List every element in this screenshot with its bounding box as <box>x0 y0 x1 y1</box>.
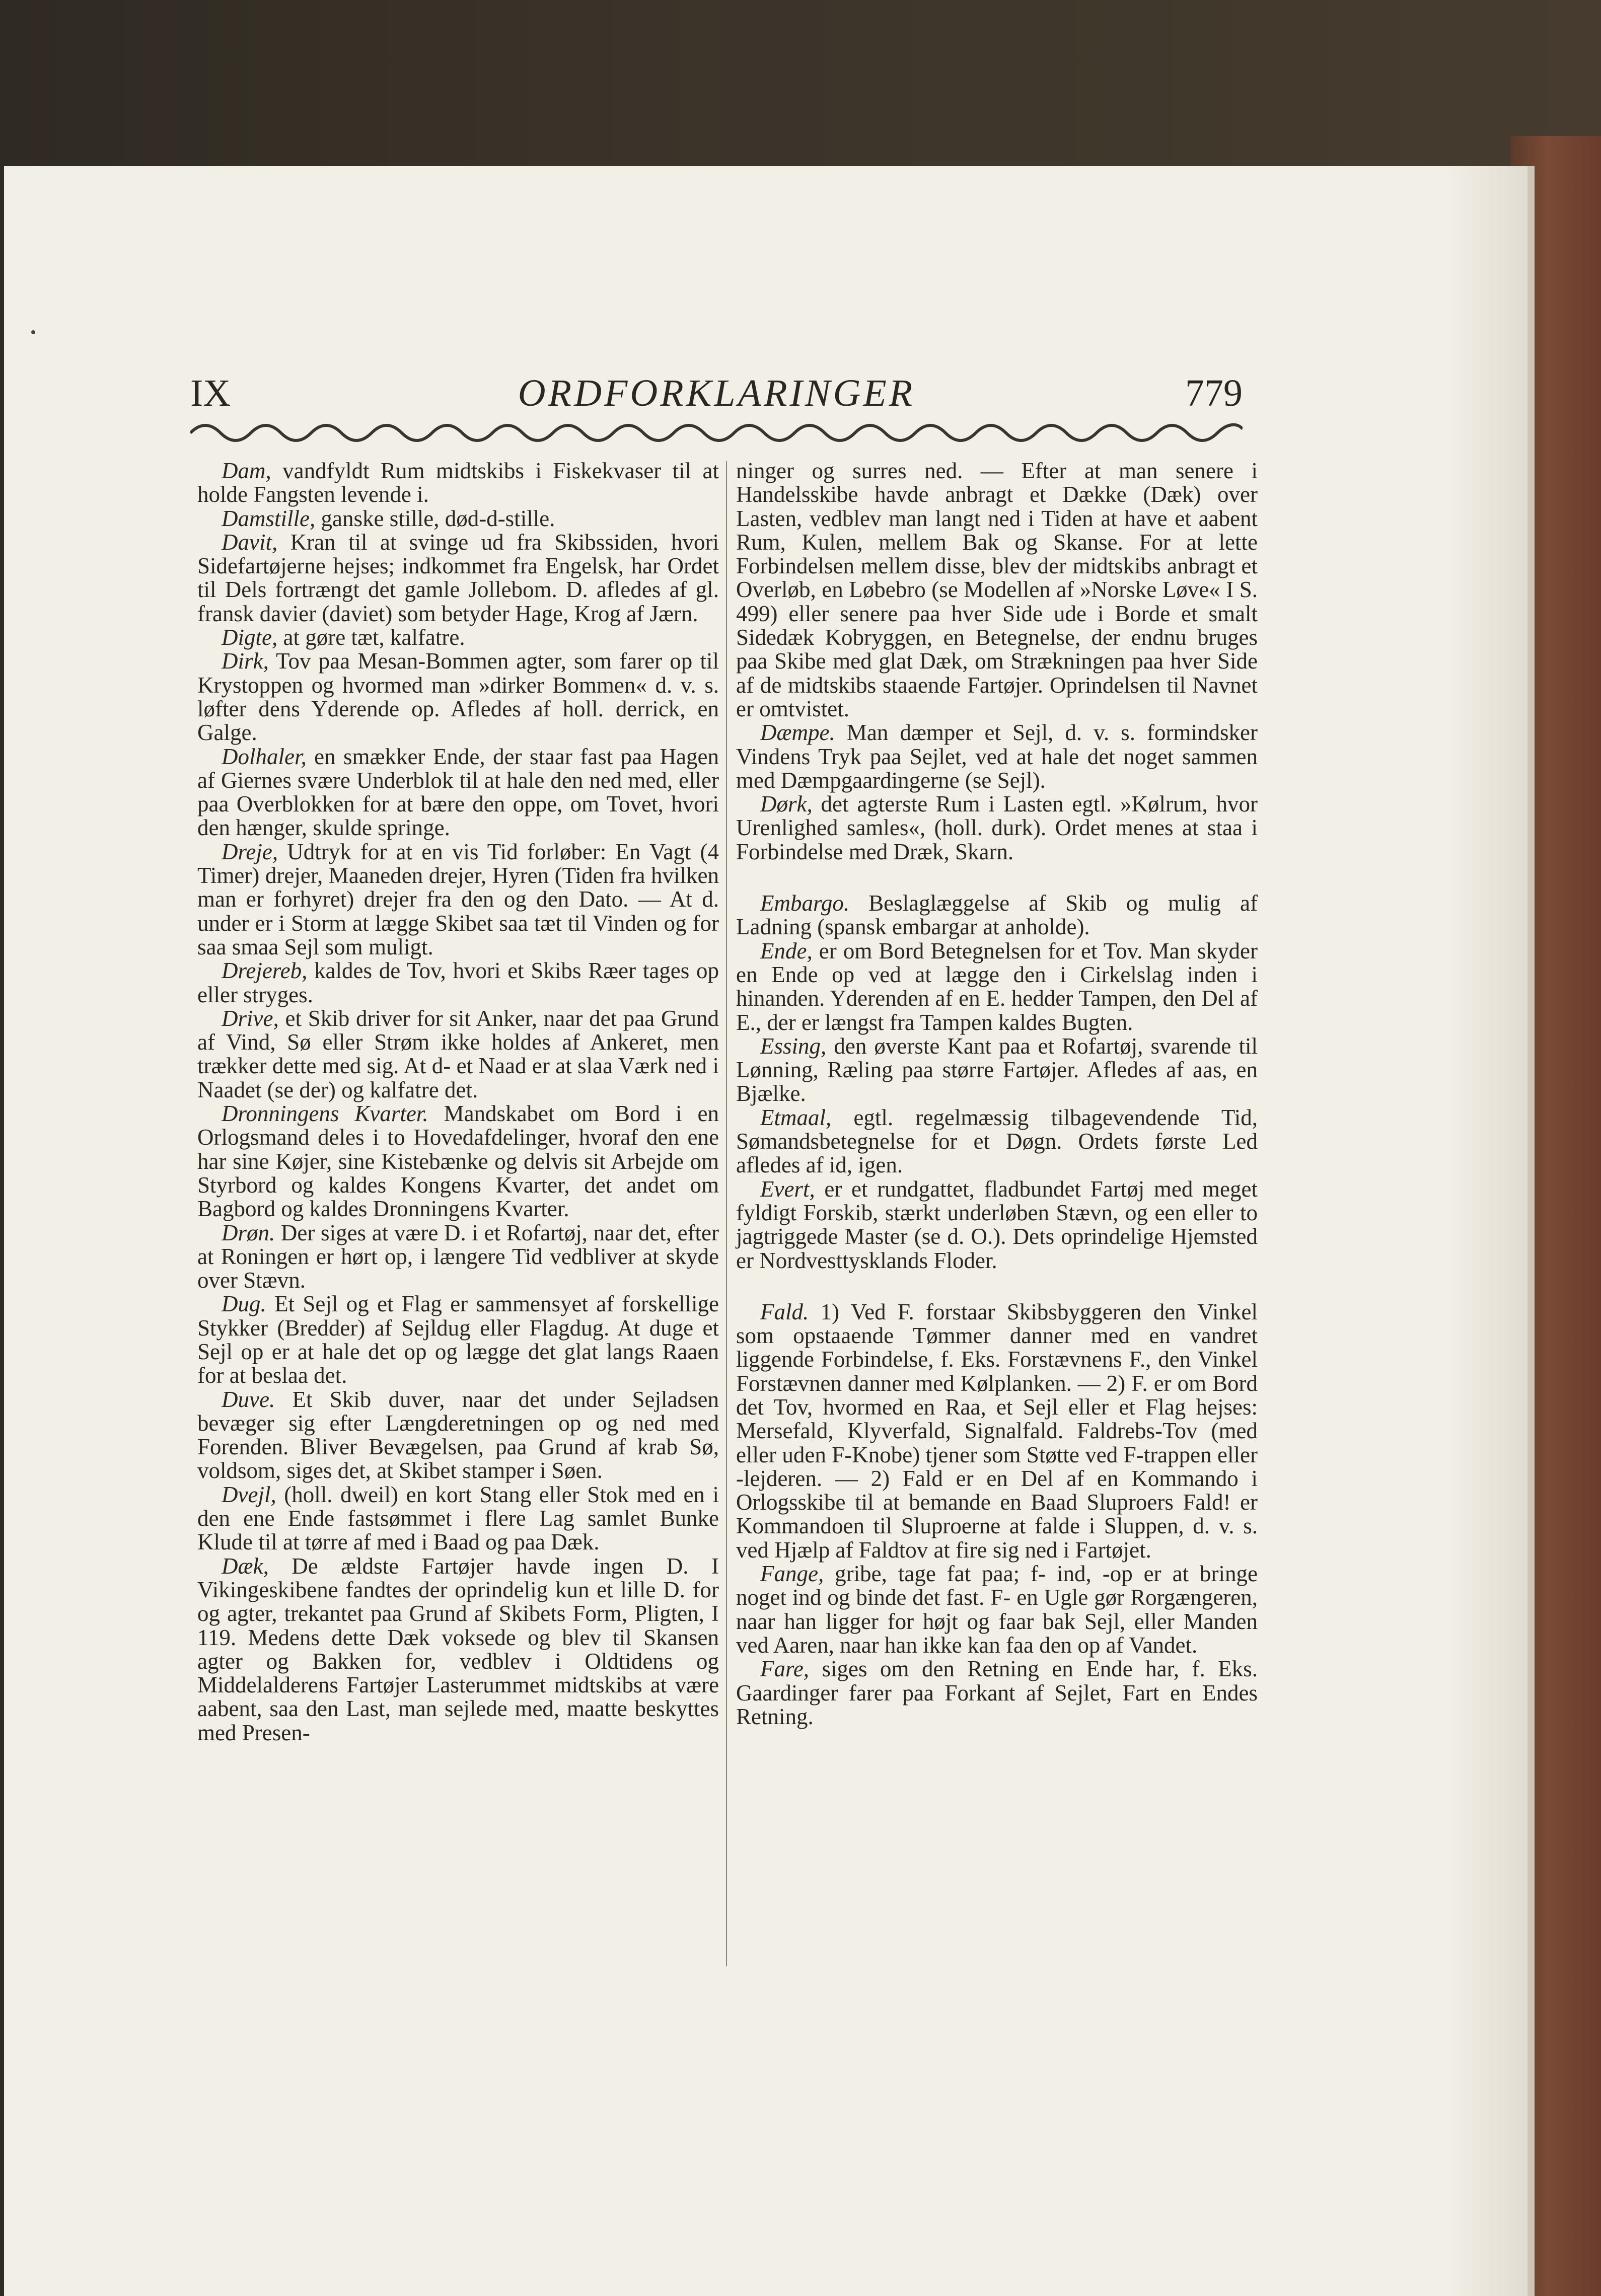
glossary-entry <box>197 840 719 959</box>
glossary-entry <box>197 1483 719 1554</box>
headword: Essing, <box>760 1033 827 1059</box>
glossary-entry <box>197 1221 719 1293</box>
glossary-entry <box>197 1102 719 1221</box>
column-divider <box>726 461 727 1966</box>
definition-text: Man dæmper et Sejl, d. v. s. formindsker Vindens Tryk paa Sejlet, ved at hale det noget sammen med Dæmpgaardingerne (se Sejl). <box>736 720 1258 793</box>
chapter-number: IX <box>190 372 231 414</box>
glossary-entry <box>197 1388 719 1483</box>
speck <box>31 330 35 334</box>
definition-text: ninger og surres ned. — Efter at man senere i Handelsskibe havde anbragt et Dække (Dæk) over Lasten, vedblev man langt ned i Tiden at have et aabent Rum, Kulen, mellem Bak og Skanse. For at lette Forbindelsen mellem disse, blev der midtskibs anbragt et Overløb, en Løbebro (se Modellen af »Norske Løve« I S. 499) eller senere paa hver Side ude i Borde et smalt Sidedæk Kobryggen, en Betegnelse, der endnu bruges paa Skibe med glat Dæk, om Strækningen paa hver Side af de midtskibs staaende Fartøjer. Oprindelsen til Navnet er omtvistet. <box>736 458 1258 721</box>
headword: Duve. <box>222 1386 275 1412</box>
glossary-entry <box>197 959 719 1007</box>
glossary-entry <box>197 1554 719 1745</box>
headword: Embargo. <box>760 891 850 916</box>
glossary-entry <box>736 1034 1258 1106</box>
definition-text: det agterste Rum i Lasten egtl. »Kølrum, hvor Urenlighed samles«, (holl. durk). Ordet menes at staa i Forbindelse med Dræk, Skarn. <box>736 791 1258 864</box>
glossary-entry <box>197 1007 719 1102</box>
page-shadow <box>1445 166 1536 2296</box>
headword: Ende, <box>760 938 813 964</box>
definition-text: siges om den Retning en Ende har, f. Eks. Gaardinger farer paa Forkant af Sejlet, Fart en Endes Retning. <box>736 1656 1258 1729</box>
letter-section-gap <box>736 864 1258 892</box>
definition-text: er om Bord Betegnelsen for et Tov. Man skyder en Ende op ved at lægge den i Cirkelslag inden i hinanden. Yderenden af en E. hedder Tampen, den Del af E., der er længst fra Tampen kaldes Bugten. <box>736 938 1258 1035</box>
headword: Dæk, <box>222 1553 269 1579</box>
definition-text: (holl. dweil) en kort Stang eller Stok med en i den ene Ende fastsømmet i flere Lag samlet Bunke Klude til at tørre af med i Baad og paa Dæk. <box>197 1482 719 1555</box>
headword: Dirk, <box>222 648 269 674</box>
glossary-entry <box>736 939 1258 1034</box>
definition-text: ganske stille, død-d-stille. <box>315 505 555 531</box>
definition-text: 1) Ved F. forstaar Skibsbyggeren den Vinkel som opstaaende Tømmer danner med en vandret liggende Forbindelse, f. Eks. Forstævnens F., den Vinkel Forstævnen danner med Kølplanken. — 2) F. er om Bord det Tov, hvormed en Raa, et Sejl eller et Flag hejses: Mersefald, Klyverfald, Signalfald. Faldrebs-Tov (med eller uden F-Knobe) tjener som Støtte ved F-trappen eller -lejderen. — 2) Fald er en Del af en Kommando i Orlogsskibe til at bemande en Baad Sluproers Fald! er Kommandoen til Sluproerne at falde i Sluppen, d. v. s. ved Hjælp af Faldtov at fire sig ned i Fartøjet. <box>736 1299 1258 1563</box>
definition-text: er et rundgattet, fladbundet Fartøj med meget fyldigt Forskib, stærkt underløben Stævn, og een eller to jagtriggede Master (se d. O.). Dets oprindelige Hjemsted er Nordvesttysklands Floder. <box>736 1176 1258 1273</box>
headword: Damstille, <box>222 505 316 531</box>
headword: Davit, <box>222 529 278 555</box>
glossary-entry <box>736 892 1258 939</box>
ornamental-rule <box>190 419 1243 444</box>
definition-text: Udtryk for at en vis Tid forløber: En Vagt (4 Timer) drejer, Maaneden drejer, Hyren (Tiden fra hvilken man er forhyret) drejer fra den og den Dato. — At d. under er i Storm at lægge Skibet saa tæt til Vinden og for saa smaa Sejl som muligt. <box>197 839 719 959</box>
glossary-entry <box>736 1657 1258 1729</box>
headword: Drive, <box>222 1005 279 1031</box>
definition-text: den øverste Kant paa et Rofartøj, svarende til Lønning, Ræling paa større Fartøjer. Afledes af aas, en Bjælke. <box>736 1033 1258 1106</box>
page-title: ORDFORKLARINGER <box>518 372 915 414</box>
left-column <box>197 459 719 1745</box>
headword: Fange, <box>760 1561 824 1587</box>
headword: Drøn. <box>222 1220 275 1245</box>
glossary-entry <box>197 745 719 840</box>
glossary-entry <box>736 1300 1258 1562</box>
definition-text: Tov paa Mesan-Bommen agter, som farer op til Krystoppen og hvormed man »dirker Bommen« d. v. s. løfter dens Yderende op. Afledes af holl. derrick, en Galge. <box>197 648 719 746</box>
glossary-entry <box>736 1177 1258 1273</box>
letter-section-gap <box>736 1273 1258 1300</box>
glossary-entry <box>197 626 719 649</box>
headword: Etmaal, <box>760 1104 832 1130</box>
definition-text: Et Skib duver, naar det under Sejladsen bevæger sig efter Længderetningen op og ned med Forenden. Bliver Bevægelsen, paa Grund af krab Sø, voldsom, siges det, at Skibet stamper i Søen. <box>197 1386 719 1484</box>
glossary-entry <box>736 1106 1258 1177</box>
definition-text: Kran til at svinge ud fra Skibssiden, hvori Sidefartøjerne hejses; indkommet fra Engelsk, har Ordet til Dels fortrængt det gamle Jollebom. D. afledes af gl. fransk davier (daviet) som betyder Hage, Krog af Jærn. <box>197 529 719 626</box>
glossary-entry <box>736 721 1258 792</box>
headword: Dæmpe. <box>760 720 835 746</box>
glossary-entry <box>197 507 719 531</box>
definition-text: Der siges at være D. i et Rofartøj, naar det, efter at Roningen er hørt op, i længere Tid vedbliver at skyde over Stævn. <box>197 1220 719 1293</box>
headword: Evert, <box>760 1176 815 1202</box>
glossary-entry <box>197 459 719 507</box>
headword: Dronningens Kvarter. <box>222 1101 428 1127</box>
headword: Dam, <box>222 458 271 483</box>
definition-text: kaldes de Tov, hvori et Skibs Ræer tages op eller stryges. <box>197 958 719 1007</box>
definition-text: en smækker Ende, der staar fast paa Hagen af Giernes svære Underblok til at hale den ned med, eller paa Overblokken for at bære den oppe, om Tovet, hvori den hænger, skulde springe. <box>197 744 719 841</box>
definition-text: et Skib driver for sit Anker, naar det paa Grund af Vind, Sø eller Strøm ikke holdes af Ankeret, men trækker dette med sig. At d- et Naad er at slaa Værk ned i Naadet (se der) og kalfatre det. <box>197 1005 719 1102</box>
glossary-entry <box>197 1292 719 1387</box>
definition-text: De ældste Fartøjer havde ingen D. I Vikingeskibene fandtes der oprindelig kun et lille D. for og agter, trekantet paa Grund af Skibets Form, Pligten, I 119. Medens dette Dæk voksede og blev til Skansen agter og Bakken for, vedblev i Oldtidens og Middelalderens Fartøjer Lasterummet midtskibs at være aabent, saa den Last, man sejlede med, maatte beskyttes med Presen- <box>197 1553 719 1745</box>
definition-text: Mandskabet om Bord i en Orlogsmand deles i to Hovedafdelinger, hvoraf den ene har sine Køjer, sine Kistebænke og delvis sit Arbejde om Styrbord og kaldes Kongens Kvarter, det andet om Bagbord og kaldes Dronningens Kvarter. <box>197 1101 719 1222</box>
headword: Drejereb, <box>222 958 308 984</box>
headword: Fare, <box>760 1656 810 1682</box>
headword: Fald. <box>760 1299 809 1324</box>
glossary-entry <box>197 649 719 745</box>
glossary-entry <box>197 531 719 626</box>
headword: Dørk, <box>760 791 813 817</box>
headword: Dug. <box>222 1291 266 1317</box>
glossary-entry <box>736 1562 1258 1657</box>
definition-text: at gøre tæt, kalfatre. <box>277 625 465 650</box>
definition-text: egtl. regelmæssig tilbagevendende Tid, Sømandsbetegnelse for et Døgn. Ordets første Led afledes af id, igen. <box>736 1104 1258 1178</box>
definition-text: vandfyldt Rum midtskibs i Fiskekvaser til at holde Fangsten levende i. <box>197 458 719 507</box>
headword: Dvejl, <box>222 1482 276 1507</box>
page-number: 779 <box>1185 372 1243 414</box>
headword: Dreje, <box>222 839 278 864</box>
definition-text: gribe, tage fat paa; f- ind, -op er at bringe noget ind og binde det fast. F- en Ugle gør Rorgængeren, naar han ligger for højt og faar bak Sejl, eller Manden ved Aaren, naar han ikke kan faa den op af Vandet. <box>736 1561 1258 1658</box>
definition-text: Et Sejl og et Flag er sammensyet af forskellige Stykker (Bredder) af Sejldug eller Flagdug. At duge et Sejl op er at hale det op og lægge det glat langs Raaen for at beslaa det. <box>197 1291 719 1388</box>
right-column <box>736 459 1258 1729</box>
glossary-entry <box>736 792 1258 864</box>
headword: Digte, <box>222 625 278 650</box>
definition-text: Beslaglæggelse af Skib og mulig af Ladning (spansk embargar at anholde). <box>736 891 1258 940</box>
headword: Dolhaler, <box>222 744 307 769</box>
glossary-entry <box>736 459 1258 721</box>
